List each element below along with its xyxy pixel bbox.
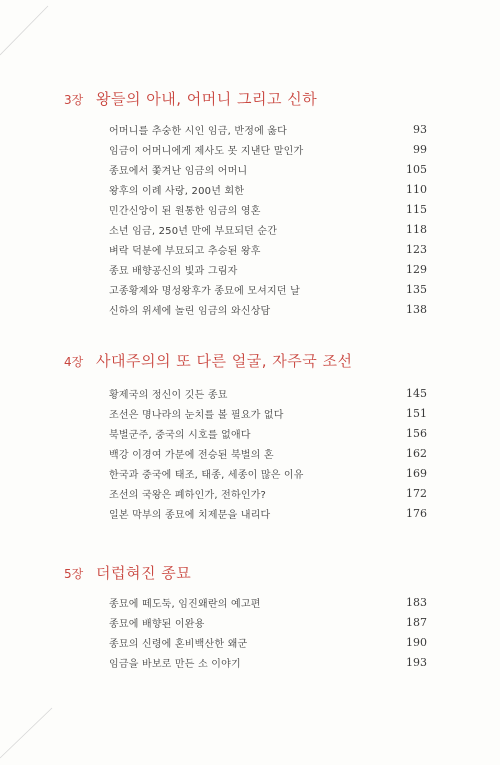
- chapter-title: 왕들의 아내, 어머니 그리고 신하: [96, 90, 318, 108]
- toc-entry[interactable]: [109, 503, 427, 523]
- entry-page-number: 105: [406, 162, 427, 176]
- toc-entry[interactable]: [109, 199, 427, 219]
- entry-title: 어머니를 추숭한 시인 임금, 반정에 옳다: [109, 125, 288, 137]
- chapter-number: 5장: [64, 567, 84, 581]
- toc-entry[interactable]: [109, 423, 427, 443]
- entry-title: 신하의 위세에 놀린 임금의 와신상담: [109, 305, 271, 317]
- entry-page-number: 193: [406, 655, 427, 669]
- chapter-title: 더럽혀진 종묘: [96, 564, 192, 582]
- entry-title: 임금이 어머니에게 제사도 못 지낸단 말인가: [109, 145, 304, 157]
- entry-page-number: 110: [406, 182, 427, 196]
- entry-title: 민간신앙이 된 원통한 임금의 영혼: [109, 205, 261, 217]
- entry-page-number: 99: [413, 142, 427, 156]
- toc-entry[interactable]: [109, 632, 427, 652]
- toc-entry[interactable]: [109, 259, 427, 279]
- corner-line-top: [0, 0, 60, 60]
- entry-title: 일본 막부의 종묘에 치제문을 내리다: [109, 509, 271, 521]
- toc-entry[interactable]: [109, 139, 427, 159]
- toc-entry[interactable]: [109, 219, 427, 239]
- entry-title: 조선의 국왕은 폐하인가, 전하인가?: [109, 489, 267, 501]
- toc-entry[interactable]: [109, 612, 427, 632]
- entry-page-number: 151: [406, 406, 427, 420]
- entry-page-number: 169: [406, 466, 427, 480]
- entry-page-number: 190: [406, 635, 427, 649]
- toc-entry[interactable]: [109, 383, 427, 403]
- entry-title: 한국과 중국에 태조, 태종, 세종이 많은 이유: [109, 469, 304, 481]
- toc-entry[interactable]: [109, 483, 427, 503]
- entry-title: 종묘의 신령에 혼비백산한 왜군: [109, 638, 248, 650]
- entry-page-number: 135: [406, 282, 427, 296]
- corner-line-bottom: [0, 700, 60, 760]
- toc-entry[interactable]: [109, 119, 427, 139]
- entry-title: 벼락 덕분에 부묘되고 추승된 왕후: [109, 245, 261, 257]
- toc-entry[interactable]: [109, 443, 427, 463]
- entry-title: 백강 이경여 가문에 전승된 북벌의 혼: [109, 449, 274, 461]
- toc-entry[interactable]: [109, 403, 427, 423]
- chapter-heading: [64, 562, 191, 583]
- entry-title: 종묘 배향공신의 빛과 그림자: [109, 265, 238, 277]
- entry-page-number: 129: [406, 262, 427, 276]
- entry-title: 종묘에 배향된 이완용: [109, 618, 205, 630]
- chapter-title: 사대주의의 또 다른 얼굴, 자주국 조선: [96, 352, 353, 370]
- entry-title: 종묘에서 쫓겨난 임금의 어머니: [109, 165, 248, 177]
- entry-title: 임금을 바보로 만든 소 이야기: [109, 658, 241, 670]
- entry-page-number: 183: [406, 595, 427, 609]
- chapter-number: 3장: [64, 93, 84, 107]
- entry-title: 종묘에 떼도둑, 임진왜란의 예고편: [109, 598, 261, 610]
- toc-entry[interactable]: [109, 239, 427, 259]
- toc-entry[interactable]: [109, 279, 427, 299]
- entry-page-number: 138: [406, 302, 427, 316]
- toc-entry[interactable]: [109, 592, 427, 612]
- chapter-heading: [64, 88, 317, 109]
- entry-title: 소년 임금, 250년 만에 부묘되던 순간: [109, 225, 278, 237]
- toc-entry[interactable]: [109, 299, 427, 319]
- entry-page-number: 115: [406, 202, 427, 216]
- toc-entry[interactable]: [109, 463, 427, 483]
- entry-title: 조선은 명나라의 눈치를 볼 필요가 없다: [109, 409, 284, 421]
- entry-title: 고종황제와 명성왕후가 종묘에 모셔지던 날: [109, 285, 300, 297]
- entry-page-number: 123: [406, 242, 427, 256]
- entry-title: 북벌군주, 중국의 시호를 없애다: [109, 429, 251, 441]
- entry-page-number: 145: [406, 386, 427, 400]
- entry-page-number: 93: [413, 122, 427, 136]
- entry-page-number: 172: [406, 486, 427, 500]
- entry-page-number: 118: [406, 222, 427, 236]
- entry-page-number: 156: [406, 426, 427, 440]
- entry-page-number: 176: [406, 506, 427, 520]
- entry-page-number: 162: [406, 446, 427, 460]
- entry-title: 왕후의 이례 사랑, 200년 회한: [109, 185, 245, 197]
- toc-entry[interactable]: [109, 179, 427, 199]
- chapter-number: 4장: [64, 355, 84, 369]
- toc-entry[interactable]: [109, 159, 427, 179]
- entry-page-number: 187: [406, 615, 427, 629]
- chapter-heading: [64, 350, 352, 371]
- entry-title: 황제국의 정신이 깃든 종묘: [109, 389, 228, 401]
- toc-entry[interactable]: [109, 652, 427, 672]
